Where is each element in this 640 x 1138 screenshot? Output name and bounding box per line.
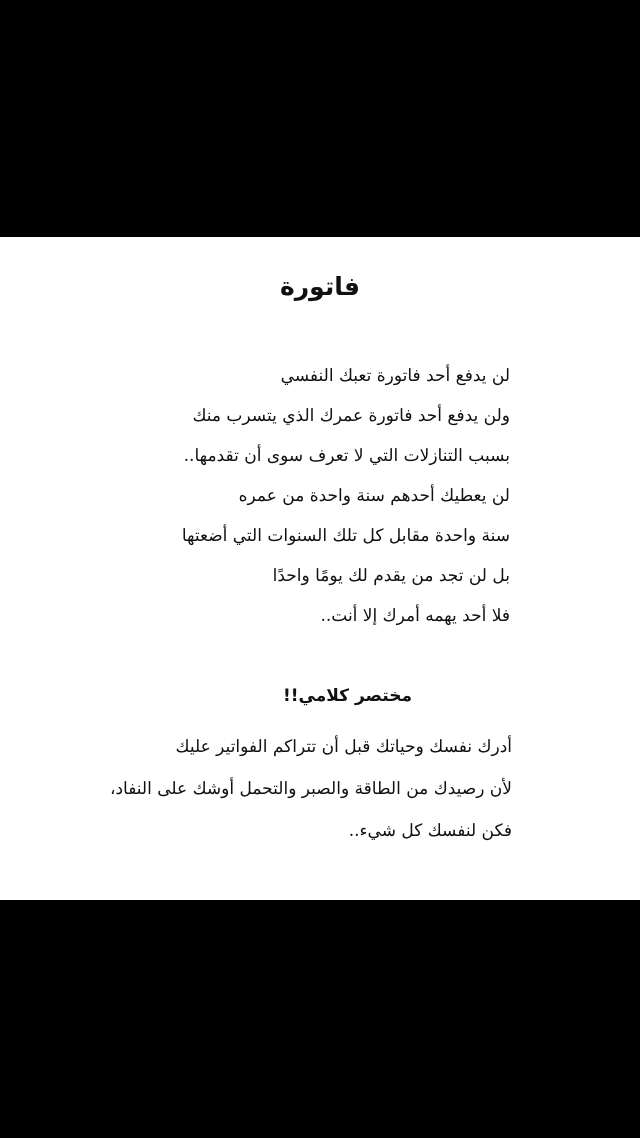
summary-line: أدرك نفسك وحياتك قبل أن تتراكم الفواتير عليك xyxy=(175,737,512,757)
poem-line: ولن يدفع أحد فاتورة عمرك الذي يتسرب منك xyxy=(192,406,510,426)
poem-line: لن يدفع أحد فاتورة تعبك النفسي xyxy=(280,366,510,386)
summary-line: لأن رصيدك من الطاقة والصبر والتحمل أوشك على النفاد، xyxy=(109,779,512,799)
summary-line: فكن لنفسك كل شيء.. xyxy=(348,821,512,841)
poem-line: بل لن تجد من يقدم لك يومًا واحدًا xyxy=(272,566,510,586)
poem-line: لن يعطيك أحدهم سنة واحدة من عمره xyxy=(238,486,510,506)
summary-body xyxy=(110,726,512,852)
poem-line: بسبب التنازلات التي لا تعرف سوى أن تقدمها.. xyxy=(183,446,510,466)
poem-line: فلا أحد يهمه أمرك إلا أنت.. xyxy=(320,606,510,626)
section-subheading: مختصر كلامي!! xyxy=(283,686,412,706)
document-page xyxy=(0,237,640,900)
poem-body xyxy=(110,356,510,636)
page-title: فاتورة xyxy=(280,272,360,301)
poem-line: سنة واحدة مقابل كل تلك السنوات التي أضعتها xyxy=(181,526,510,546)
